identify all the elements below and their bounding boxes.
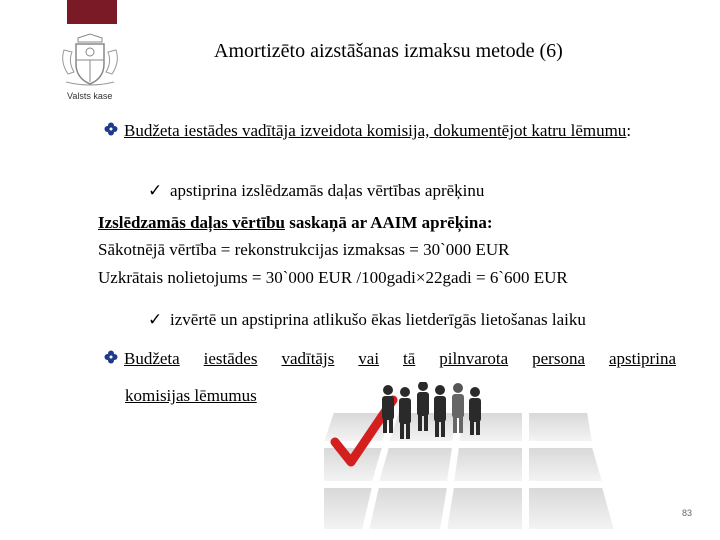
bullet-word: persona: [532, 349, 585, 368]
page-title: Amortizēto aizstāšanas izmaksu metode (6): [214, 40, 563, 62]
bullet-word: vai: [358, 349, 380, 368]
diamond-bullet-icon: [104, 350, 118, 364]
floor-tiles: [323, 412, 615, 530]
bullet-word: iestādes: [203, 349, 258, 368]
calc-heading: [98, 213, 493, 233]
calc-heading-rest: saskaņā ar AAIM aprēķina:: [285, 213, 493, 232]
calc-line-initial-value: Sākotnējā vērtība = rekonstrukcijas izmaksas = 30`000 EUR: [98, 240, 510, 259]
bullet-word: Budžeta: [124, 349, 180, 368]
check-item-useful-life: [148, 310, 586, 330]
bullet-commission-suffix: :: [626, 121, 632, 140]
people-checkmark-illustration: [323, 382, 623, 532]
bullet-word: vadītājs: [281, 349, 335, 368]
bullet-commission-text: Budžeta iestādes vadītāja izveidota komisija, dokumentējot katru lēmumu: [124, 121, 627, 140]
bullet-head-approves: [104, 349, 676, 369]
bullet-commission: [104, 121, 674, 141]
check-item-approve-calculation: [148, 181, 484, 201]
check-item-text: izvērtē un apstiprina atlikušo ēkas lietderīgās lietošanas laiku: [170, 310, 586, 329]
bullet-head-approves-line2: komisijas lēmumus: [125, 386, 257, 405]
check-item-text: apstiprina izslēdzamās daļas vērtības aprēķinu: [170, 181, 485, 200]
checkmark-icon: ✓: [148, 181, 163, 200]
brand-color-bar: [67, 0, 117, 24]
coat-of-arms-logo: [58, 32, 122, 88]
calc-heading-underlined: Izslēdzamās daļas vērtību: [98, 213, 285, 232]
logo-text: Valsts kase: [67, 91, 113, 101]
page-number: 83: [681, 508, 692, 518]
bullet-word: apstiprina: [608, 349, 676, 368]
checkmark-icon: ✓: [148, 310, 163, 329]
bullet-word: tā: [403, 349, 416, 368]
bullet-word: pilnvarota: [439, 349, 509, 368]
diamond-bullet-icon: [104, 122, 118, 136]
calc-line-depreciation: Uzkrātais nolietojums = 30`000 EUR /100gadi×22gadi = 6`600 EUR: [98, 268, 568, 287]
